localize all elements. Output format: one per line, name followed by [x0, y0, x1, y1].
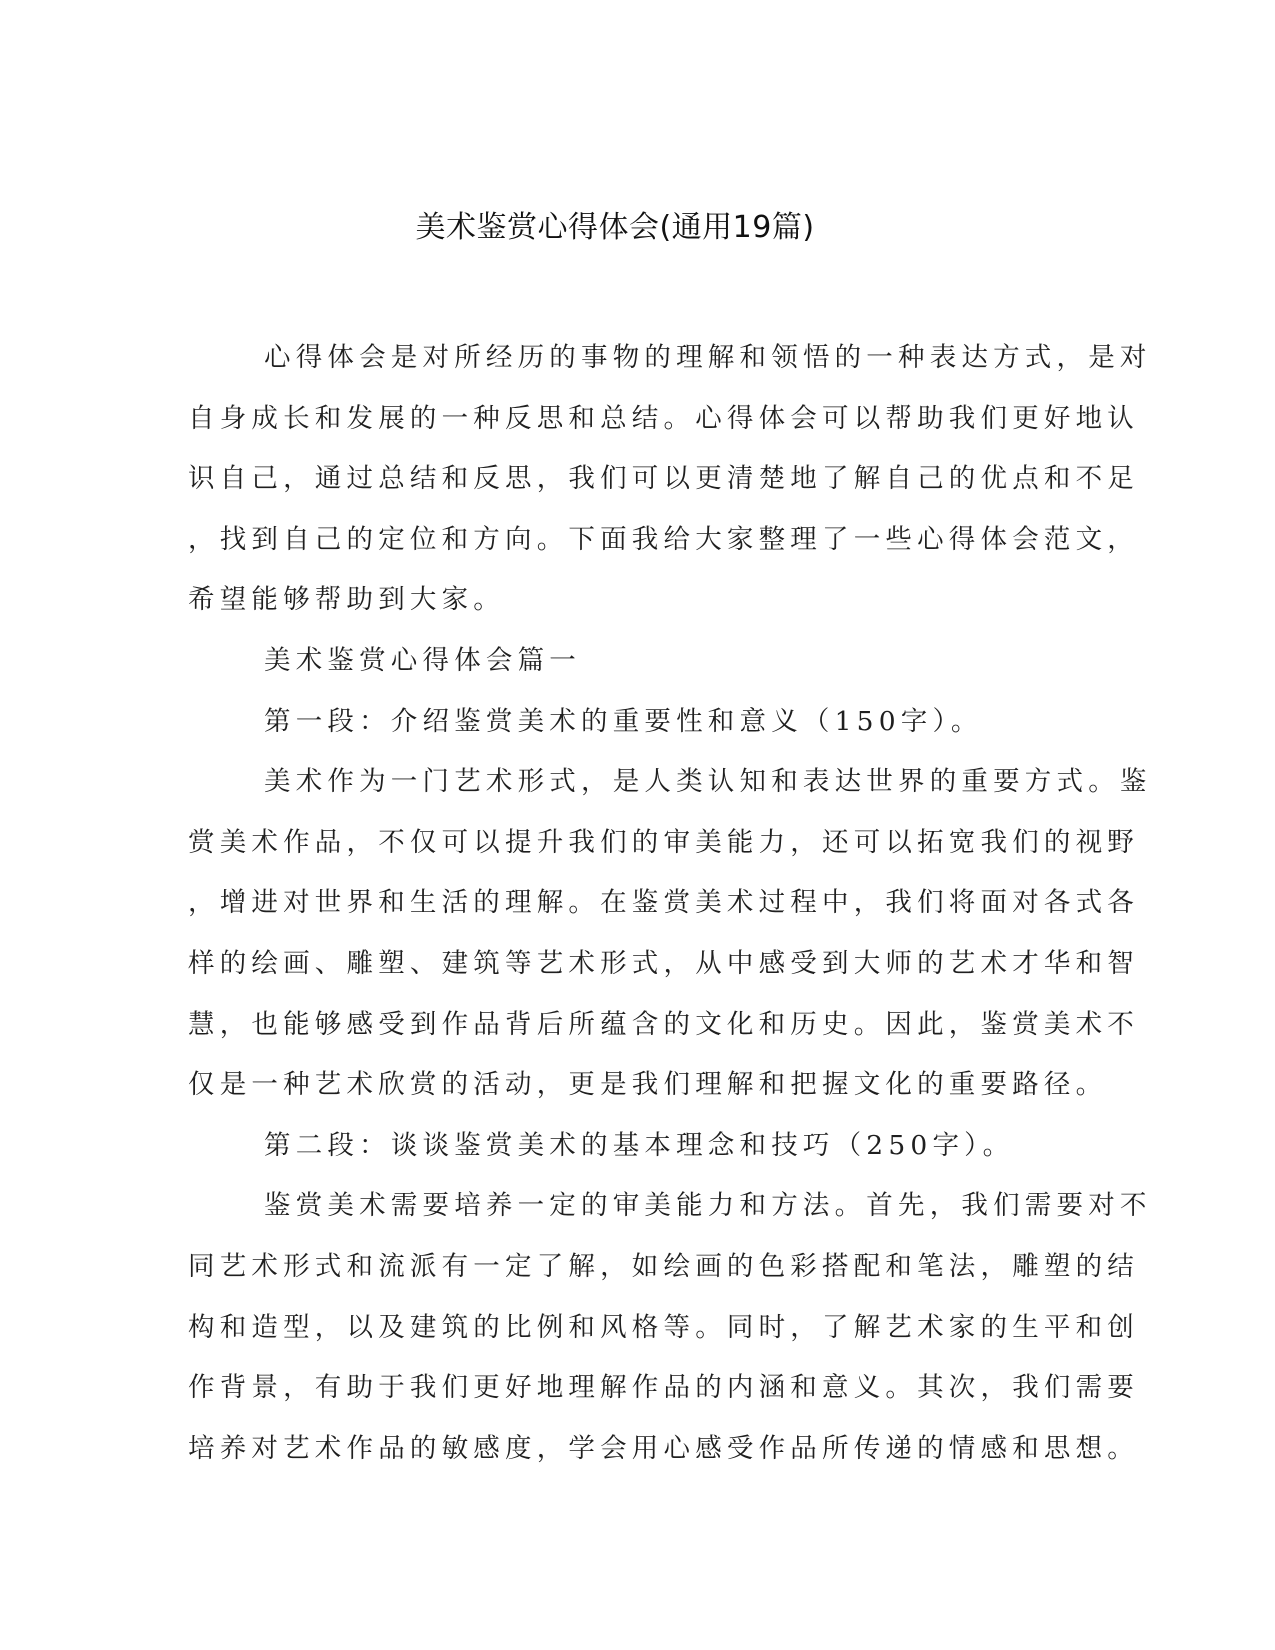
paragraph-line: 仅是一种艺术欣赏的活动，更是我们理解和把握文化的重要路径。: [188, 1069, 1108, 1101]
paragraph-line: 作背景，有助于我们更好地理解作品的内涵和意义。其次，我们需要: [188, 1372, 1139, 1404]
paragraph-line: 慧，也能够感受到作品背后所蕴含的文化和历史。因此，鉴赏美术不: [188, 1008, 1139, 1040]
subsection-heading: 第二段：谈谈鉴赏美术的基本理念和技巧（250字）。: [264, 1129, 1015, 1161]
paragraph-line: 培养对艺术作品的敏感度，学会用心感受作品所传递的情感和思想。: [188, 1432, 1139, 1464]
paragraph-line: 鉴赏美术需要培养一定的审美能力和方法。首先，我们需要对不: [264, 1190, 1152, 1222]
paragraph-line: 心得体会是对所经历的事物的理解和领悟的一种表达方式，是对: [264, 342, 1152, 373]
paragraph-line: 自身成长和发展的一种反思和总结。心得体会可以帮助我们更好地认: [188, 402, 1139, 434]
paragraph-line: 美术作为一门艺术形式，是人类认知和表达世界的重要方式。鉴: [264, 766, 1152, 798]
subsection-heading: 第一段：介绍鉴赏美术的重要性和意义（150字）。: [264, 705, 983, 737]
paragraph-line: 同艺术形式和流派有一定了解，如绘画的色彩搭配和笔法，雕塑的结: [188, 1250, 1139, 1282]
paragraph-line: 赏美术作品，不仅可以提升我们的审美能力，还可以拓宽我们的视野: [188, 826, 1139, 858]
section-heading: 美术鉴赏心得体会篇一: [264, 644, 581, 676]
paragraph-line: 希望能够帮助到大家。: [188, 584, 505, 616]
paragraph-line: 构和造型，以及建筑的比例和风格等。同时，了解艺术家的生平和创: [188, 1311, 1139, 1343]
paragraph-line: ，找到自己的定位和方向。下面我给大家整理了一些心得体会范文，: [188, 523, 1139, 555]
paragraph-line: 识自己，通过总结和反思，我们可以更清楚地了解自己的优点和不足: [188, 463, 1139, 495]
paragraph-line: ，增进对世界和生活的理解。在鉴赏美术过程中，我们将面对各式各: [188, 887, 1139, 919]
document-body: [188, 328, 1152, 1479]
paragraph-line: 样的绘画、雕塑、建筑等艺术形式，从中感受到大师的艺术才华和智: [188, 947, 1139, 979]
document-title: 美术鉴赏心得体会(通用19篇): [415, 210, 815, 245]
